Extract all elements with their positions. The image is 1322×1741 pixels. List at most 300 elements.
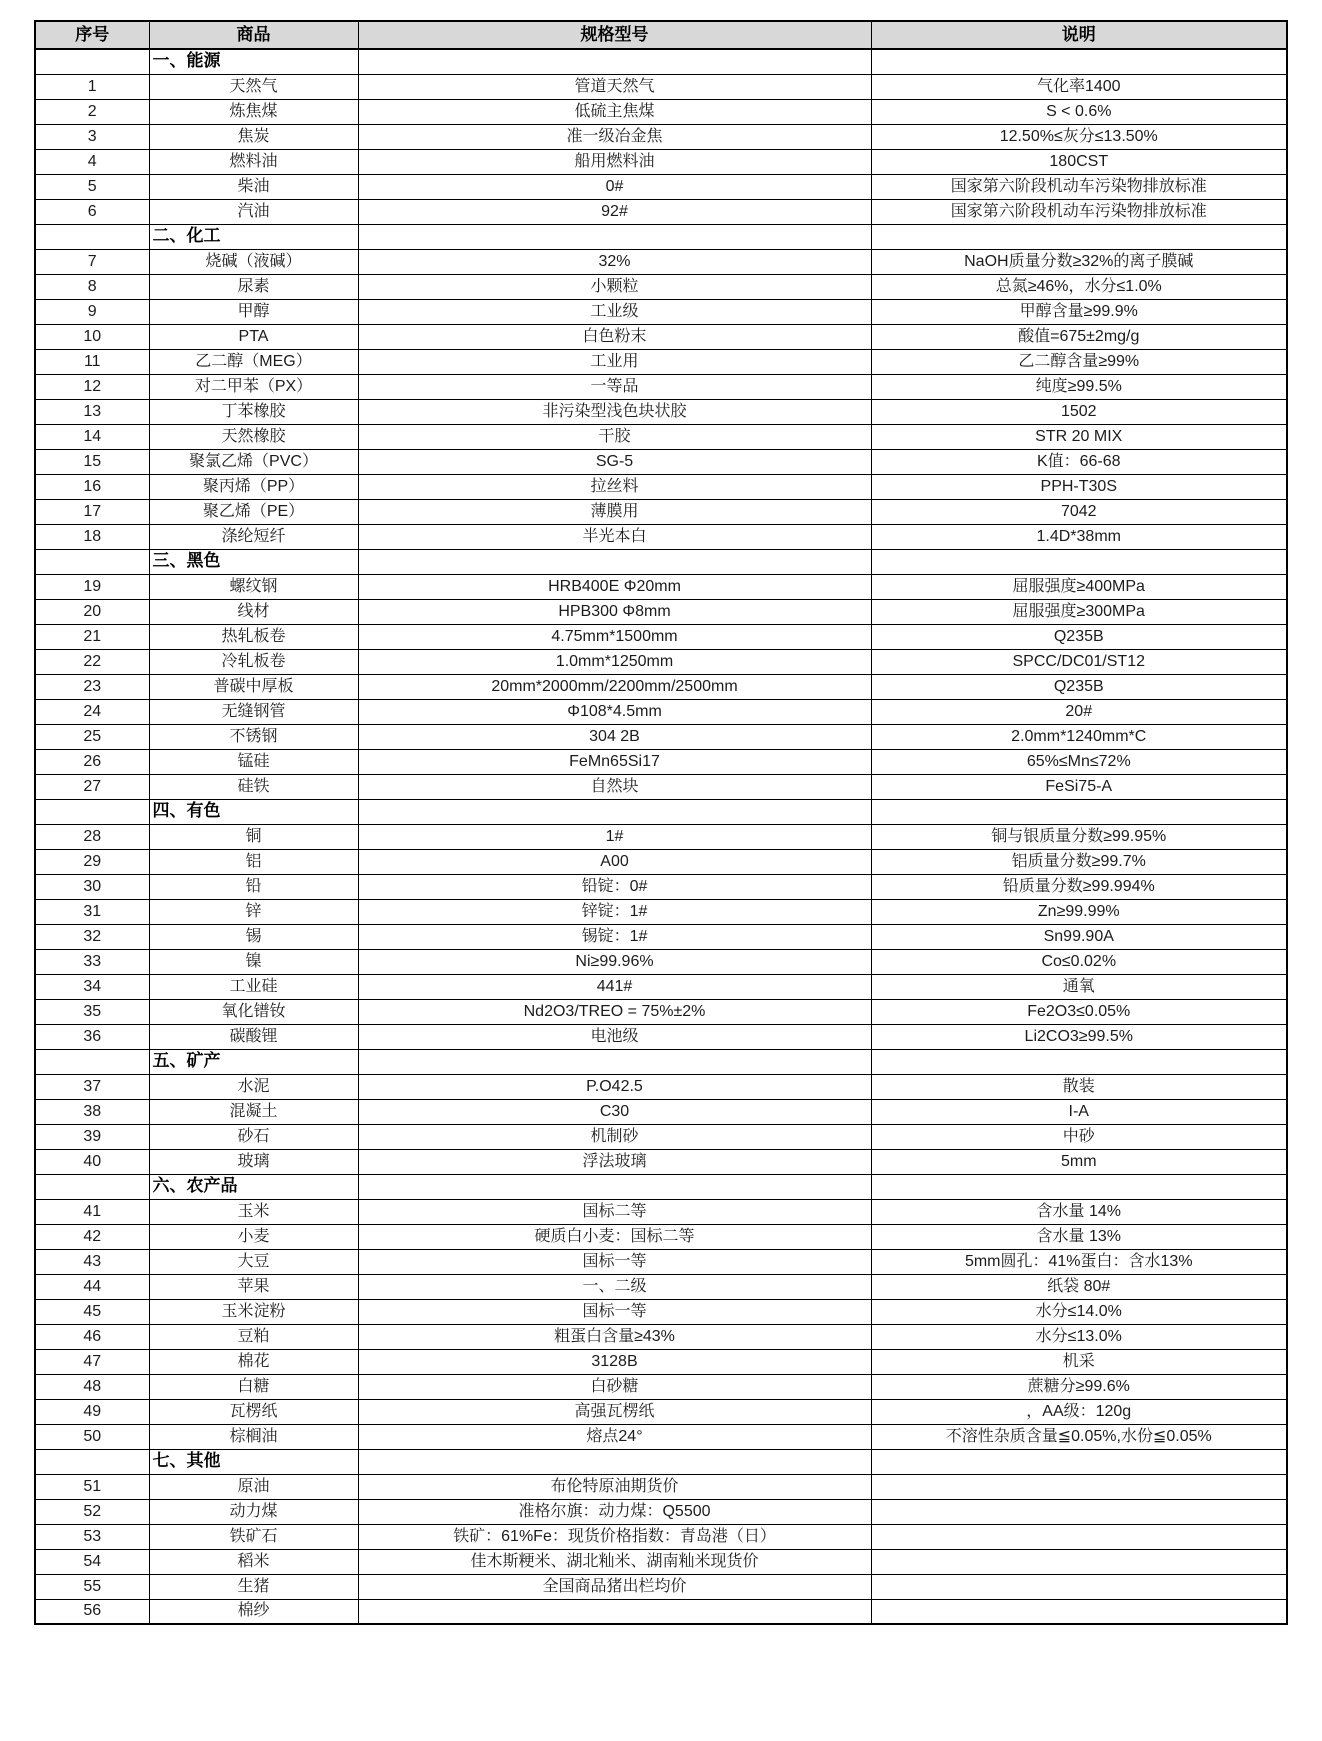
cell-spec: Ni≥99.96% (358, 949, 871, 974)
cell-spec: Φ108*4.5mm (358, 699, 871, 724)
cell-commodity: 螺纹钢 (149, 574, 358, 599)
cell-description (871, 1449, 1287, 1474)
cell-commodity: 棉纱 (149, 1599, 358, 1624)
section-row (35, 799, 1287, 824)
table-row (35, 1299, 1287, 1324)
cell-index: 45 (35, 1299, 149, 1324)
cell-index: 35 (35, 999, 149, 1024)
cell-description: K值：66-68 (871, 449, 1287, 474)
cell-description: 甲醇含量≥99.9% (871, 299, 1287, 324)
section-row (35, 224, 1287, 249)
cell-index (35, 1449, 149, 1474)
cell-commodity: 炼焦煤 (149, 99, 358, 124)
section-title: 四、有色 (149, 799, 358, 824)
table-row (35, 1324, 1287, 1349)
cell-spec: 浮法玻璃 (358, 1149, 871, 1174)
cell-spec: 20mm*2000mm/2200mm/2500mm (358, 674, 871, 699)
cell-index (35, 1049, 149, 1074)
cell-spec: P.O42.5 (358, 1074, 871, 1099)
cell-spec: 0# (358, 174, 871, 199)
cell-spec: 441# (358, 974, 871, 999)
cell-description: 铅质量分数≥99.994% (871, 874, 1287, 899)
cell-description: 气化率1400 (871, 74, 1287, 99)
table-row (35, 874, 1287, 899)
cell-spec: 白砂糖 (358, 1374, 871, 1399)
cell-spec: 拉丝料 (358, 474, 871, 499)
cell-commodity: 氧化镨钕 (149, 999, 358, 1024)
cell-index: 5 (35, 174, 149, 199)
cell-description: 铝质量分数≥99.7% (871, 849, 1287, 874)
cell-commodity: 冷轧板卷 (149, 649, 358, 674)
cell-spec: 锌锭：1# (358, 899, 871, 924)
cell-index: 17 (35, 499, 149, 524)
cell-commodity: 聚乙烯（PE） (149, 499, 358, 524)
cell-spec: 铁矿：61%Fe：现货价格指数：青岛港（日） (358, 1524, 871, 1549)
cell-description: Fe2O3≤0.05% (871, 999, 1287, 1024)
cell-commodity: 铅 (149, 874, 358, 899)
cell-spec: 非污染型浅色块状胶 (358, 399, 871, 424)
cell-description: 180CST (871, 149, 1287, 174)
cell-description: Q235B (871, 674, 1287, 699)
cell-spec (358, 49, 871, 74)
cell-index: 26 (35, 749, 149, 774)
cell-description: 蔗糖分≥99.6% (871, 1374, 1287, 1399)
table-row (35, 1549, 1287, 1574)
table-row (35, 599, 1287, 624)
table-row (35, 699, 1287, 724)
cell-index (35, 549, 149, 574)
cell-commodity: 不锈钢 (149, 724, 358, 749)
cell-description: 5mm (871, 1149, 1287, 1174)
section-title: 三、黑色 (149, 549, 358, 574)
cell-description: 2.0mm*1240mm*C (871, 724, 1287, 749)
cell-description: Zn≥99.99% (871, 899, 1287, 924)
cell-commodity: 对二甲苯（PX） (149, 374, 358, 399)
table-row (35, 374, 1287, 399)
section-title: 六、农产品 (149, 1174, 358, 1199)
cell-description (871, 1049, 1287, 1074)
table-row (35, 1424, 1287, 1449)
cell-index: 10 (35, 324, 149, 349)
cell-index: 51 (35, 1474, 149, 1499)
cell-commodity: PTA (149, 324, 358, 349)
cell-spec: 国标二等 (358, 1199, 871, 1224)
cell-spec (358, 224, 871, 249)
cell-description: 纯度≥99.5% (871, 374, 1287, 399)
cell-index: 43 (35, 1249, 149, 1274)
table-row (35, 1199, 1287, 1224)
cell-index: 31 (35, 899, 149, 924)
cell-description (871, 1174, 1287, 1199)
cell-description: 屈服强度≥400MPa (871, 574, 1287, 599)
table-row (35, 249, 1287, 274)
cell-commodity: 铜 (149, 824, 358, 849)
table-row (35, 524, 1287, 549)
cell-index (35, 49, 149, 74)
cell-commodity: 甲醇 (149, 299, 358, 324)
cell-spec (358, 549, 871, 574)
cell-spec: SG-5 (358, 449, 871, 474)
table-row (35, 1349, 1287, 1374)
table-row (35, 1024, 1287, 1049)
cell-index: 50 (35, 1424, 149, 1449)
cell-index: 49 (35, 1399, 149, 1424)
cell-commodity: 涤纶短纤 (149, 524, 358, 549)
cell-spec: 铅锭：0# (358, 874, 871, 899)
cell-description: 20# (871, 699, 1287, 724)
cell-description: 含水量 13% (871, 1224, 1287, 1249)
table-row (35, 424, 1287, 449)
cell-commodity: 水泥 (149, 1074, 358, 1099)
cell-spec: 电池级 (358, 1024, 871, 1049)
cell-description (871, 799, 1287, 824)
cell-spec: 白色粉末 (358, 324, 871, 349)
section-row (35, 1174, 1287, 1199)
cell-spec: 布伦特原油期货价 (358, 1474, 871, 1499)
cell-commodity: 热轧板卷 (149, 624, 358, 649)
cell-commodity: 大豆 (149, 1249, 358, 1274)
cell-description: Q235B (871, 624, 1287, 649)
cell-commodity: 瓦楞纸 (149, 1399, 358, 1424)
cell-commodity: 尿素 (149, 274, 358, 299)
cell-commodity: 天然橡胶 (149, 424, 358, 449)
cell-index: 27 (35, 774, 149, 799)
cell-description: 通氧 (871, 974, 1287, 999)
cell-index: 30 (35, 874, 149, 899)
cell-index: 28 (35, 824, 149, 849)
table-row (35, 149, 1287, 174)
cell-description (871, 1474, 1287, 1499)
cell-index: 40 (35, 1149, 149, 1174)
cell-spec: HRB400E Φ20mm (358, 574, 871, 599)
cell-description: 国家第六阶段机动车污染物排放标准 (871, 199, 1287, 224)
cell-spec: 4.75mm*1500mm (358, 624, 871, 649)
cell-commodity: 锰硅 (149, 749, 358, 774)
table-row (35, 1374, 1287, 1399)
cell-commodity: 碳酸锂 (149, 1024, 358, 1049)
table-row (35, 399, 1287, 424)
cell-index: 3 (35, 124, 149, 149)
cell-spec: 国标一等 (358, 1299, 871, 1324)
cell-index: 15 (35, 449, 149, 474)
cell-commodity: 玉米 (149, 1199, 358, 1224)
commodity-table (34, 20, 1288, 1625)
table-row (35, 624, 1287, 649)
cell-index: 12 (35, 374, 149, 399)
cell-index: 9 (35, 299, 149, 324)
table-header (35, 21, 1287, 49)
cell-index: 53 (35, 1524, 149, 1549)
cell-index: 7 (35, 249, 149, 274)
cell-description (871, 549, 1287, 574)
table-row (35, 1474, 1287, 1499)
table-row (35, 949, 1287, 974)
section-row (35, 1449, 1287, 1474)
cell-spec: HPB300 Φ8mm (358, 599, 871, 624)
cell-commodity: 小麦 (149, 1224, 358, 1249)
cell-description (871, 1499, 1287, 1524)
cell-index (35, 1174, 149, 1199)
cell-spec: 自然块 (358, 774, 871, 799)
cell-index: 47 (35, 1349, 149, 1374)
col-header-spec: 规格型号 (358, 21, 871, 49)
cell-commodity: 普碳中厚板 (149, 674, 358, 699)
cell-description: 总氮≥46%，水分≤1.0% (871, 274, 1287, 299)
cell-index: 16 (35, 474, 149, 499)
cell-description: 65%≤Mn≤72% (871, 749, 1287, 774)
cell-description: 国家第六阶段机动车污染物排放标准 (871, 174, 1287, 199)
table-row (35, 924, 1287, 949)
table-row (35, 1574, 1287, 1599)
cell-description: 散装 (871, 1074, 1287, 1099)
cell-description: 含水量 14% (871, 1199, 1287, 1224)
table-row (35, 824, 1287, 849)
cell-spec (358, 1049, 871, 1074)
section-title: 七、其他 (149, 1449, 358, 1474)
cell-description: 1.4D*38mm (871, 524, 1287, 549)
cell-description: 5mm圆孔：41%蛋白：含水13% (871, 1249, 1287, 1274)
cell-commodity: 玉米淀粉 (149, 1299, 358, 1324)
section-row (35, 549, 1287, 574)
cell-commodity: 苹果 (149, 1274, 358, 1299)
cell-index: 4 (35, 149, 149, 174)
cell-spec: 船用燃料油 (358, 149, 871, 174)
cell-description: 水分≤13.0% (871, 1324, 1287, 1349)
cell-spec: 熔点24° (358, 1424, 871, 1449)
cell-description: NaOH质量分数≥32%的离子膜碱 (871, 249, 1287, 274)
cell-index: 8 (35, 274, 149, 299)
cell-spec: 干胶 (358, 424, 871, 449)
table-row (35, 1124, 1287, 1149)
cell-spec (358, 1449, 871, 1474)
cell-description: SPCC/DC01/ST12 (871, 649, 1287, 674)
table-row (35, 449, 1287, 474)
cell-spec: 薄膜用 (358, 499, 871, 524)
cell-description: ，AA级：120g (871, 1399, 1287, 1424)
cell-description: Li2CO3≥99.5% (871, 1024, 1287, 1049)
cell-description (871, 1574, 1287, 1599)
table-row (35, 1074, 1287, 1099)
cell-description: STR 20 MIX (871, 424, 1287, 449)
cell-spec: Nd2O3/TREO = 75%±2% (358, 999, 871, 1024)
cell-index: 29 (35, 849, 149, 874)
cell-description: PPH-T30S (871, 474, 1287, 499)
cell-spec: 佳木斯粳米、湖北籼米、湖南籼米现货价 (358, 1549, 871, 1574)
cell-description: 不溶性杂质含量≦0.05%,水份≦0.05% (871, 1424, 1287, 1449)
cell-commodity: 动力煤 (149, 1499, 358, 1524)
cell-spec (358, 1599, 871, 1624)
cell-spec: 32% (358, 249, 871, 274)
table-row (35, 1274, 1287, 1299)
table-row (35, 1249, 1287, 1274)
cell-index: 6 (35, 199, 149, 224)
cell-commodity: 聚丙烯（PP） (149, 474, 358, 499)
cell-spec: 工业级 (358, 299, 871, 324)
table-row (35, 199, 1287, 224)
cell-commodity: 白糖 (149, 1374, 358, 1399)
cell-description (871, 1549, 1287, 1574)
cell-index: 41 (35, 1199, 149, 1224)
cell-spec (358, 1174, 871, 1199)
cell-index: 24 (35, 699, 149, 724)
cell-index: 21 (35, 624, 149, 649)
cell-commodity: 柴油 (149, 174, 358, 199)
cell-spec: 小颗粒 (358, 274, 871, 299)
cell-commodity: 原油 (149, 1474, 358, 1499)
cell-spec: 92# (358, 199, 871, 224)
cell-index: 54 (35, 1549, 149, 1574)
cell-index: 33 (35, 949, 149, 974)
cell-commodity: 无缝钢管 (149, 699, 358, 724)
cell-commodity: 线材 (149, 599, 358, 624)
cell-index (35, 224, 149, 249)
cell-description: Co≤0.02% (871, 949, 1287, 974)
cell-spec: 1# (358, 824, 871, 849)
section-title: 一、能源 (149, 49, 358, 74)
cell-index: 32 (35, 924, 149, 949)
cell-commodity: 铁矿石 (149, 1524, 358, 1549)
cell-spec: 一等品 (358, 374, 871, 399)
cell-index: 1 (35, 74, 149, 99)
cell-index: 36 (35, 1024, 149, 1049)
cell-description: 7042 (871, 499, 1287, 524)
cell-spec: C30 (358, 1099, 871, 1124)
cell-commodity: 烧碱（液碱） (149, 249, 358, 274)
table-row (35, 74, 1287, 99)
cell-commodity: 锡 (149, 924, 358, 949)
table-row (35, 124, 1287, 149)
cell-commodity: 丁苯橡胶 (149, 399, 358, 424)
table-row (35, 749, 1287, 774)
section-title: 二、化工 (149, 224, 358, 249)
table-row (35, 899, 1287, 924)
cell-commodity: 汽油 (149, 199, 358, 224)
cell-description: S < 0.6% (871, 99, 1287, 124)
cell-spec: 低硫主焦煤 (358, 99, 871, 124)
cell-description (871, 224, 1287, 249)
cell-index: 55 (35, 1574, 149, 1599)
table-row (35, 774, 1287, 799)
table-row (35, 999, 1287, 1024)
cell-spec: 准一级冶金焦 (358, 124, 871, 149)
cell-commodity: 硅铁 (149, 774, 358, 799)
table-row (35, 1399, 1287, 1424)
cell-description: 中砂 (871, 1124, 1287, 1149)
cell-spec: 机制砂 (358, 1124, 871, 1149)
cell-index: 46 (35, 1324, 149, 1349)
table-row (35, 474, 1287, 499)
cell-index: 23 (35, 674, 149, 699)
table-row (35, 499, 1287, 524)
cell-description: FeSi75-A (871, 774, 1287, 799)
cell-spec (358, 799, 871, 824)
cell-index: 19 (35, 574, 149, 599)
table-row (35, 724, 1287, 749)
cell-spec: A00 (358, 849, 871, 874)
cell-index: 38 (35, 1099, 149, 1124)
cell-index: 48 (35, 1374, 149, 1399)
cell-commodity: 稻米 (149, 1549, 358, 1574)
cell-spec: 硬质白小麦：国标二等 (358, 1224, 871, 1249)
header-row (35, 21, 1287, 49)
cell-description: I-A (871, 1099, 1287, 1124)
table-row (35, 974, 1287, 999)
table-row (35, 1224, 1287, 1249)
table-row (35, 849, 1287, 874)
cell-description: 纸袋 80# (871, 1274, 1287, 1299)
section-title: 五、矿产 (149, 1049, 358, 1074)
cell-description: 机采 (871, 1349, 1287, 1374)
table-row (35, 1149, 1287, 1174)
cell-description: 1502 (871, 399, 1287, 424)
table-row (35, 574, 1287, 599)
table-row (35, 174, 1287, 199)
cell-description: 铜与银质量分数≥99.95% (871, 824, 1287, 849)
table-row (35, 324, 1287, 349)
cell-commodity: 焦炭 (149, 124, 358, 149)
table-row (35, 99, 1287, 124)
cell-description: 酸值=675±2mg/g (871, 324, 1287, 349)
cell-description: 乙二醇含量≥99% (871, 349, 1287, 374)
cell-spec: 1.0mm*1250mm (358, 649, 871, 674)
cell-spec: 工业用 (358, 349, 871, 374)
cell-spec: 准格尔旗：动力煤：Q5500 (358, 1499, 871, 1524)
cell-commodity: 豆粕 (149, 1324, 358, 1349)
section-row (35, 49, 1287, 74)
table-row (35, 649, 1287, 674)
cell-commodity: 玻璃 (149, 1149, 358, 1174)
cell-index: 18 (35, 524, 149, 549)
cell-commodity: 乙二醇（MEG） (149, 349, 358, 374)
cell-commodity: 镍 (149, 949, 358, 974)
cell-spec: 国标一等 (358, 1249, 871, 1274)
cell-index: 2 (35, 99, 149, 124)
cell-index: 52 (35, 1499, 149, 1524)
cell-index: 13 (35, 399, 149, 424)
cell-description: Sn99.90A (871, 924, 1287, 949)
table-row (35, 349, 1287, 374)
col-header-description: 说明 (871, 21, 1287, 49)
cell-commodity: 工业硅 (149, 974, 358, 999)
table-row (35, 674, 1287, 699)
cell-commodity: 生猪 (149, 1574, 358, 1599)
cell-description (871, 1599, 1287, 1624)
cell-commodity: 铝 (149, 849, 358, 874)
table-row (35, 1099, 1287, 1124)
cell-description: 水分≤14.0% (871, 1299, 1287, 1324)
cell-index: 39 (35, 1124, 149, 1149)
cell-description: 屈服强度≥300MPa (871, 599, 1287, 624)
cell-commodity: 棕榈油 (149, 1424, 358, 1449)
cell-spec: 一、二级 (358, 1274, 871, 1299)
section-row (35, 1049, 1287, 1074)
cell-spec: 半光本白 (358, 524, 871, 549)
cell-index: 20 (35, 599, 149, 624)
cell-index: 42 (35, 1224, 149, 1249)
cell-index: 44 (35, 1274, 149, 1299)
cell-spec: 全国商品猪出栏均价 (358, 1574, 871, 1599)
table-row (35, 1524, 1287, 1549)
cell-commodity: 聚氯乙烯（PVC） (149, 449, 358, 474)
cell-commodity: 棉花 (149, 1349, 358, 1374)
col-header-commodity: 商品 (149, 21, 358, 49)
table-row (35, 299, 1287, 324)
cell-spec: 3128B (358, 1349, 871, 1374)
cell-index: 56 (35, 1599, 149, 1624)
cell-spec: 高强瓦楞纸 (358, 1399, 871, 1424)
cell-description (871, 49, 1287, 74)
cell-spec: 管道天然气 (358, 74, 871, 99)
